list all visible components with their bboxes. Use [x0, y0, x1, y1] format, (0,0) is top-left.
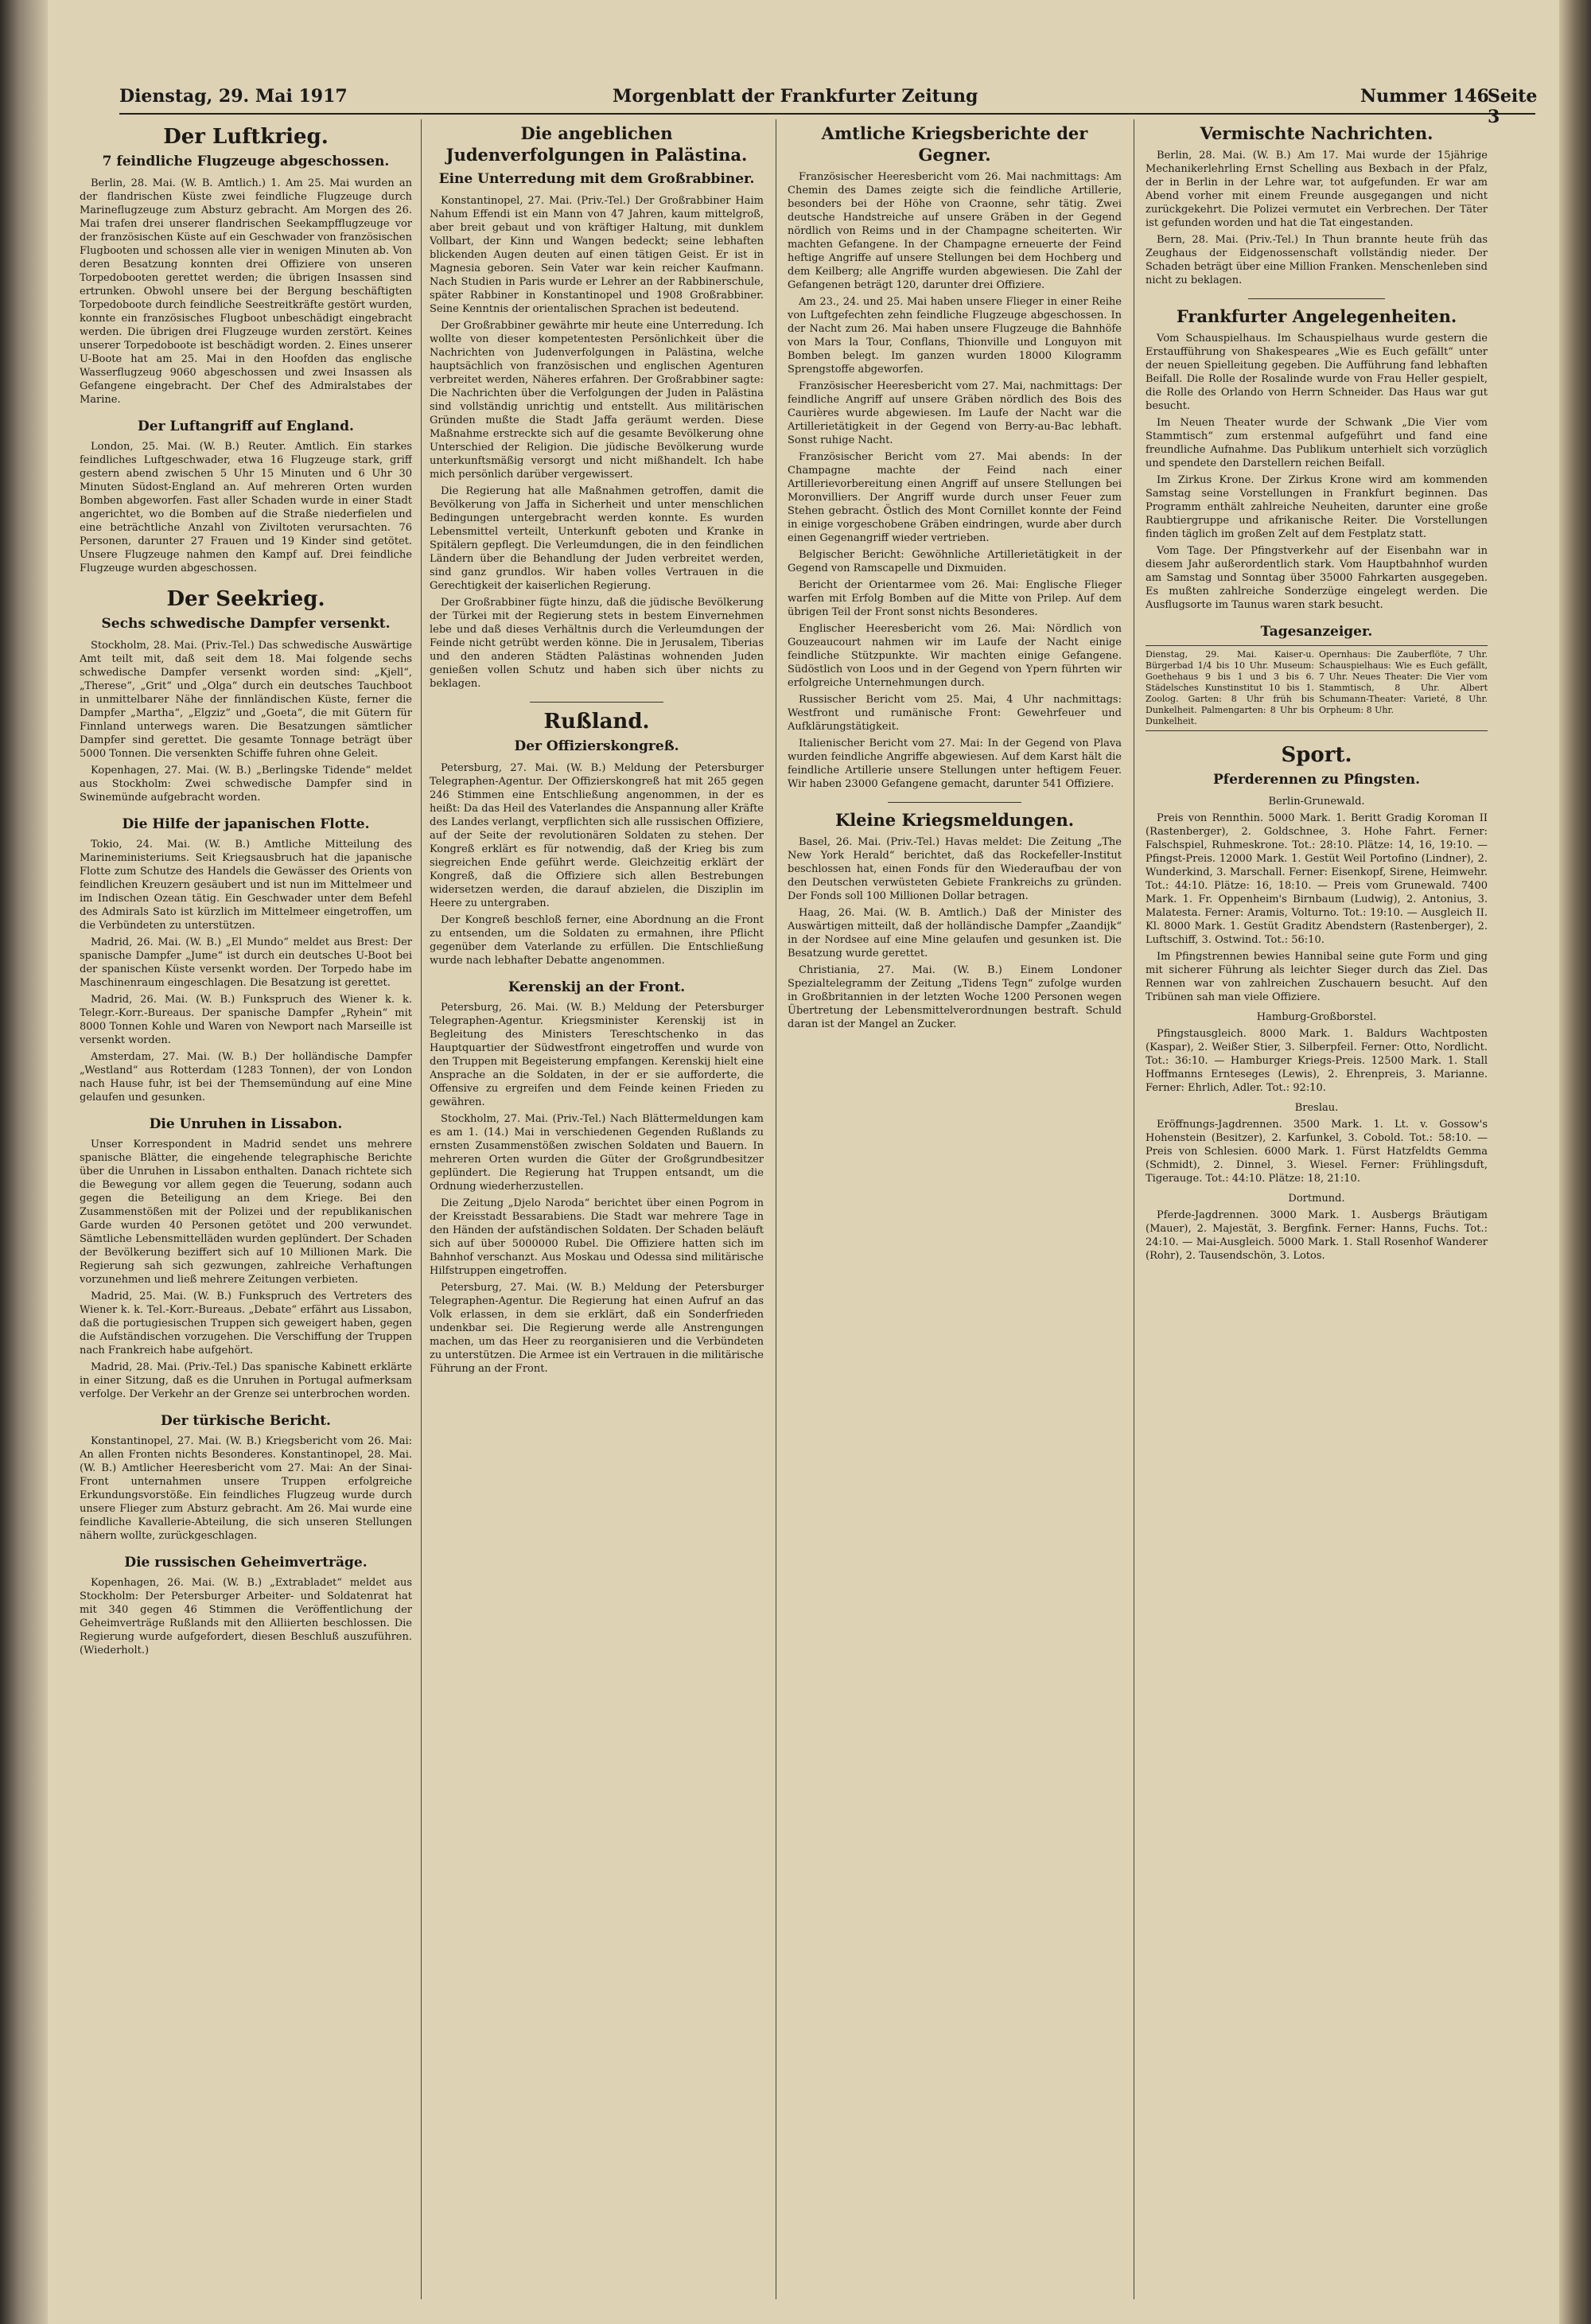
- article-text: Berlin, 28. Mai. (W. B. Amtlich.) 1. Am 25. Mai wurden an der flandrischen Küste zwei feindliche Flugzeuge durch Marineflugzeuge zum Absturz gebracht. Am Morgen des 26. Mai trafen drei unserer flandrischen Seekampfflugzeuge vor der französischen Küste auf ein Geschwader von französischen Flugbooten und schossen alle vier in wenigen Minuten ab. Von deren Besatzung konnten drei Offiziere von unseren Torpedobooten gerettet werden; die übrigen Insassen sind ertrunken. Obwohl unsere bei der Bergung beschäftigten Torpedoboote durch feindliche Seestreitkräfte gestört wurden, konnte ein französisches Flugboot unbeschädigt eingebracht werden. Die übrigen drei Flugzeuge wurden zerstört. Keines unserer Torpedoboote ist beschädigt worden. 2. Eines unserer U-Boote hat am 25. Mai in den Hoofden das englische Wasserflugzeug 9060 abgeschossen und zwei Insassen als Gefangene eingebracht. Der Chef des Admiralstabes der Marine.: [80, 177, 412, 406]
- article-text: Basel, 26. Mai. (Priv.-Tel.) Havas meldet: Die Zeitung „The New York Herald“ berichtet, daß das Rockefeller-Institut beschlossen hat, einen Fonds für den Wiederaufbau der von den Deutschen verwüsteten Gebiete Frankreichs zu gründen. Der Fonds soll 100 Millionen Dollar betragen.: [788, 836, 1122, 902]
- divider: [530, 702, 663, 703]
- article-text: Bericht der Orientarmee vom 26. Mai: Englische Flieger warfen mit Erfolg Bomben auf die Mitte von Prilep. Auf dem übrigen Teil der Front sonst nichts Besonderes.: [788, 579, 1122, 618]
- article-geheimvertraege: [80, 1554, 412, 1657]
- article-headline: Der Seekrieg.: [166, 587, 325, 611]
- article-vermischte-nachrichten: [1146, 123, 1488, 287]
- article-text: Stockholm, 28. Mai. (Priv.-Tel.) Das schwedische Auswärtige Amt teilt mit, daß seit dem 18. Mai folgende sechs schwedische Dampfer versenkt worden sind: „Kjell“, „Therese“, „Grit“ und „Olga“ durch ein deutsches Tauchboot in unmittelbarer Nähe der finnländischen Küste, ferner die Dampfer „Martha“, „Elgziz“ und „Goeta“, die mit Gütern für Finnland unterwegs waren. Die Besatzungen sämtlicher Dampfer sind gerettet. Die gesamte Tonnage beträgt über 5000 Tonnen. Die versenkten Schiffe fuhren ohne Geleit.: [80, 640, 412, 760]
- article-place: Berlin-Grunewald.: [1268, 796, 1365, 808]
- tagesanzeiger-left: Dienstag, 29. Mai. Kaiser-u. Bürgerbad 1/4 bis 10 Uhr. Museum: Goethehaus 9 bis 1 und 3 bis 6. Städelsches Kunstinstitut 10 bis 1. Zoolog. Garten: 8 Uhr früh bis Dunkelheit. Palmengarten: 8 Uhr bis Dunkelheit.: [1146, 649, 1314, 726]
- article-text: Konstantinopel, 27. Mai. (W. B.) Kriegsbericht vom 26. Mai: An allen Fronten nichts Besonderes. Konstantinopel, 28. Mai. (W. B.) Amtlicher Heeresbericht vom 27. Mai: An der Sinai-Front unternahmen unsere Truppen erfolgreiche Erkundungsvorstöße. Ein feindliches Flugzeug wurde durch unsere Flieger zum Absturz gebracht. Am 26. Mai wurde eine feindliche Kavallerie-Abteilung, die sich unseren Stellungen nähern wollte, zurückgeschlagen.: [80, 1435, 412, 1542]
- header-masthead: Morgenblatt der Frankfurter Zeitung: [613, 86, 978, 107]
- article-headline: Der Luftangriff auf England.: [138, 418, 354, 434]
- article-kleine-kriegsmeldungen: [788, 809, 1122, 1031]
- article-headline: Tagesanzeiger.: [1260, 624, 1373, 640]
- article-text: Englischer Heeresbericht vom 26. Mai: Nördlich von Gouzeaucourt nahmen wir im Laufe der Nacht einige feindliche Stützpunkte. Wir machten einige Gefangene. Südöstlich von Loos und in der Gegend von Ypern führten wir erfolgreiche Unternehmungen durch.: [788, 623, 1122, 689]
- page-header: [119, 86, 1538, 127]
- article-text: London, 25. Mai. (W. B.) Reuter. Amtlich. Ein starkes feindliches Luftgeschwader, etwa 16 Flugzeuge stark, griff gestern abend zwischen 5 Uhr 15 Minuten und 6 Uhr 30 Minuten Südost-England an. Auf mehreren Orten wurden Bomben abgeworfen. Fast aller Schaden wurde in einer Stadt angerichtet, wo die Bomben auf die Straße niederfielen und eine beträchtliche Anzahl von Ziviltoten verursachten. 76 Personen, darunter 27 Frauen und 19 Kinder sind getötet. Unsere Flugzeuge nahmen den Kampf auf. Drei feindliche Flugzeuge wurden abgeschossen.: [80, 441, 412, 574]
- article-text: Französischer Heeresbericht vom 26. Mai nachmittags: Am Chemin des Dames zeigte sich die feindliche Artillerie, besonders bei der Höhe von Craonne, sehr tätig. Zwei deutsche Handstreiche auf unsere Gräben in der Gegend nördlich von Reims und in der Champagne scheiterten. Wir machten Gefangene. In der Champagne erneuerte der Feind heftige Angriffe auf unsere Stellungen bei dem Hochberg und dem Keilberg; alle Angriffe wurden abgewiesen. Die Zahl der Gefangenen beträgt 120, darunter drei Offiziere.: [788, 171, 1122, 291]
- article-text: Pferde-Jagdrennen. 3000 Mark. 1. Ausbergs Bräutigam (Mauer), 2. Majestät, 3. Bergfink. Ferner: Hanns, Fuchs. Tot.: 24:10. — Mai-Ausgleich. 5000 Mark. 1. Stall Rosenhof Wanderer (Rohr), 2. Tausendschön, 3. Lotos.: [1146, 1209, 1488, 1262]
- column-3: [788, 119, 1122, 2299]
- article-subheadline: Der Offizierskongreß.: [514, 738, 679, 754]
- divider: [888, 802, 1021, 803]
- article-text: Belgischer Bericht: Gewöhnliche Artillerietätigkeit in der Gegend von Ramscapelle und Dixmuiden.: [788, 549, 1122, 574]
- article-text: Russischer Bericht vom 25. Mai, 4 Uhr nachmittags: Westfront und rumänische Front: Gewehrfeuer und Aufklärungstätigkeit.: [788, 694, 1122, 733]
- divider: [1248, 298, 1385, 299]
- header-page: Seite 3: [1488, 86, 1538, 127]
- article-subheadline: Pferderennen zu Pfingsten.: [1213, 772, 1420, 788]
- article-text: Preis von Rennthin. 5000 Mark. 1. Beritt Gradig Koroman II (Rastenberger), 2. Goldschnee, 3. Hohe Fahrt. Ferner: Falschspiel, Ruhmeskrone. Tot.: 28:10. Plätze: 14, 16, 19:10. — Pfingst-Preis. 12000 Mark. 1. Gestüt Weil Portofino (Lindner), 2. Wunderkind, 3. Marschall. Ferner: Eisenkopf, Sirene, Heimwehr. Tot.: 44:10. Plätze: 16, 18:10. — Preis vom Grunewald. 7400 Mark. 1. Fr. Oppenheim's Birnbaum (Ludwig), 2. Antonius, 3. Malatesta. Ferner: Aramis, Volturno. Tot.: 19:10. — Ausgleich II. Kl. 8000 Mark. 1. Gestüt Graditz Abendstern (Rastenberger), 2. Luftschiff, 3. Ostwind. Tot.: 56:10.: [1146, 812, 1488, 946]
- article-tuerkischer-bericht: [80, 1412, 412, 1543]
- article-place: Hamburg-Großborstel.: [1256, 1011, 1377, 1023]
- article-sport: [1146, 742, 1488, 1263]
- article-text: Madrid, 26. Mai. (W. B.) Funkspruch des Wiener k. k. Telegr.-Korr.-Bureaus. Der spanische Dampfer „Ryhein“ mit 8000 Tonnen Kohle und Waren von Newport nach Marseille ist versenkt worden.: [80, 994, 412, 1046]
- article-headline: Sport.: [1281, 743, 1352, 767]
- article-text: Tokio, 24. Mai. (W. B.) Amtliche Mitteilung des Marineministeriums. Seit Kriegsausbruch hat die japanische Flotte zum Schutze des Handels die Gewässer des Orients von feindlichen Kreuzern gesäubert und ist nun im Mittelmeer und im Indischen Ozean tätig. Ein Geschwader unter dem Befehl des Admirals Sato ist kürzlich im Mittelmeer eingetroffen, um die Verbündeten zu unterstützen.: [80, 839, 412, 932]
- article-text: Französischer Bericht vom 27. Mai abends: In der Champagne machte der Feind nach einer Artillerievorbereitung einen Angriff auf unsere Stellungen bei Moronvilliers. Der Angriff wurde durch unser Feuer zum Stehen gebracht. Östlich des Mont Cornillet konnte der Feind in einige vorgeschobene Gräben eindringen, wurde aber durch einen Gegenangriff wieder vertrieben.: [788, 451, 1122, 544]
- article-text: Kopenhagen, 26. Mai. (W. B.) „Extrabladet“ meldet aus Stockholm: Der Petersburger Arbeiter- und Soldatenrat hat mit 340 gegen 46 Stimmen die Veröffentlichung der Geheimverträge Rußlands mit den Alliierten beschlossen. Die Regierung wurde aufgefordert, diesen Beschluß auszuführen. (Wiederholt.): [80, 1577, 412, 1656]
- article-headline: Rußland.: [543, 710, 650, 734]
- article-place: Dortmund.: [1288, 1193, 1345, 1205]
- column-4: [1146, 119, 1488, 2299]
- article-headline: Die russischen Geheimverträge.: [124, 1555, 368, 1571]
- article-text: Im Zirkus Krone. Der Zirkus Krone wird am kommenden Samstag seine Vorstellungen in Frankfurt beginnen. Das Programm enthält zahlreiche Neuheiten, darunter eine große Raubtiergruppe und afrikanische Reiter. Die Vorstellungen finden täglich im großen Zelt auf dem Festplatz statt.: [1146, 474, 1488, 540]
- article-text: Am 23., 24. und 25. Mai haben unsere Flieger in einer Reihe von Luftgefechten zehn feindliche Flugzeuge abgeschossen. In der Nacht zum 26. Mai haben unsere Flugzeuge die Bahnhöfe von Mars la Tour, Conflans, Thionville und Longuyon mit Bomben belegt. Im ganzen wurden 18000 Kilogramm Sprengstoffe abgeworfen.: [788, 296, 1122, 376]
- article-luftkrieg: [80, 124, 412, 407]
- article-headline: Kleine Kriegsmeldungen.: [834, 810, 1075, 830]
- article-subheadline: Sechs schwedische Dampfer versenkt.: [101, 616, 391, 632]
- article-text: Berlin, 28. Mai. (W. B.) Am 17. Mai wurde der 15jährige Mechanikerlehrling Ernst Schelling aus Bexbach in der Pfalz, der in Berlin in der Lehre war, tot aufgefunden. Er war am Abend vorher mit einem Freunde ausgegangen und nicht zurückgekehrt. Die Polizei vermutet ein Verbrechen. Der Täter ist gefunden worden und hat die Tat eingestanden.: [1146, 150, 1488, 229]
- article-text: Christiania, 27. Mai. (W. B.) Einem Londoner Spezialtelegramm der Zeitung „Tidens Tegn“ zufolge wurden in Großbritannien in der letzten Woche 1200 Personen wegen Übertretung der Lebensmittelverordnungen bestraft. Schuld daran ist der Mangel an Zucker.: [788, 964, 1122, 1030]
- article-subheadline: Eine Unterredung mit dem Großrabbiner.: [438, 171, 755, 187]
- article-kerenskij: [430, 979, 764, 1376]
- article-text: Im Pfingstrennen bewies Hannibal seine gute Form und ging mit sicherer Führung als leichter Sieger durch das Ziel. Das Rennen war von zahlreichen Zuschauern besucht. Auf den Tribünen sah man viele Offiziere.: [1146, 951, 1488, 1003]
- article-text: Pfingstausgleich. 8000 Mark. 1. Baldurs Wachtposten (Kaspar), 2. Weißer Stier, 3. Silberpfeil. Ferner: Otto, Nordlicht. Tot.: 36:10. — Hamburger Kriegs-Preis. 12500 Mark. 1. Stall Hoffmanns Ernteseges (Lewis), 2. Ehrenpreis, 3. Marianne. Ferner: Ehrlich, Adler. Tot.: 92:10.: [1146, 1028, 1488, 1094]
- article-luftangriff: [80, 418, 412, 575]
- article-headline: Frankfurter Angelegenheiten.: [1176, 306, 1457, 326]
- article-text: Petersburg, 27. Mai. (W. B.) Meldung der Petersburger Telegraphen-Agentur. Der Offizierskongreß hat mit 265 gegen 246 Stimmen eine Entschließung angenommen, in der es heißt: Da das Heil des Vaterlandes die Anspannung aller Kräfte des Landes verlangt, verpflichten sich alle russischen Offiziere, auf der Seite der revolutionären Soldaten zu stehen. Der Kongreß erklärt es für notwendig, daß der Krieg bis zum siegreichen Ende geführt werde. Gleichzeitig erklärt der Kongreß, daß die Offiziere sich allen Bestrebungen widersetzen werden, die darauf abzielen, die Disziplin im Heere zu untergraben.: [430, 762, 764, 909]
- article-kriegsberichte-gegner: [788, 123, 1122, 791]
- article-headline: Die Hilfe der japanischen Flotte.: [122, 816, 370, 832]
- page-edge: [1559, 0, 1591, 2324]
- article-text: Konstantinopel, 27. Mai. (Priv.-Tel.) Der Großrabbiner Haim Nahum Effendi ist ein Mann von 47 Jahren, kaum mittelgroß, aber breit gebaut und von kräftiger Haltung, mit dunklem Vollbart, der Kinn und Wangen bedeckt; seine lebhaften blickenden Augen deuten auf einen tätigen Geist. Er ist in Magnesia geboren. Sein Vater war kein reicher Kaufmann. Nach Studien in Paris wurde er Lehrer an der Rabbinerschule, später Rabbiner in Konstantinopel und 1908 Großrabbiner. Seine Kenntnis der orientalischen Sprachen ist bedeutend.: [430, 195, 764, 315]
- article-text: Italienischer Bericht vom 27. Mai: In der Gegend von Plava wurden feindliche Angriffe abgewiesen. Auf dem Karst hält die feindliche Artillerie unsere Stellungen unter heftigem Feuer. Wir haben 23000 Gefangene gemacht, darunter 541 Offiziere.: [788, 738, 1122, 790]
- article-text: Stockholm, 27. Mai. (Priv.-Tel.) Nach Blättermeldungen kam es am 1. (14.) Mai in verschiedenen Gegenden Rußlands zu ernsten Zusammenstößen zwischen Soldaten und Bauern. In mehreren Orten wurden die Güter der Großgrundbesitzer geplündert. Die Regierung hat Truppen entsandt, um die Ordnung wiederherzustellen.: [430, 1113, 764, 1193]
- article-text: Die Zeitung „Djelo Naroda“ berichtet über einen Pogrom in der Kreisstadt Bessarabiens. Die Stadt war mehrere Tage in den Händen der aufständischen Soldaten. Der Schaden beläuft sich auf über 5000000 Rubel. Die Offiziere hatten sich im Bahnhof verschanzt. Aus Moskau und Odessa sind militärische Hilfstruppen eingetroffen.: [430, 1197, 764, 1277]
- book-spine: [0, 0, 48, 2324]
- article-lissabon: [80, 1115, 412, 1401]
- tagesanzeiger-right: Opernhaus: Die Zauberflöte, 7 Uhr. Schauspielhaus: Wie es Euch gefällt, 7 Uhr. Neues Theater: Die Vier vom Stammtisch, 8 Uhr. Albert Schumann-Theater: Varieté, 8 Uhr. Orpheum: 8 Uhr.: [1319, 649, 1488, 715]
- article-text: Madrid, 26. Mai. (W. B.) „El Mundo“ meldet aus Brest: Der spanische Dampfer „Jume“ ist durch ein deutsches U-Boot bei der spanischen Küste versenkt worden. Der Torpedo habe im Maschinenraum eingeschlagen. Die Besatzung ist gerettet.: [80, 936, 412, 989]
- article-text: Vom Schauspielhaus. Im Schauspielhaus wurde gestern die Erstaufführung von Shakespeares „Wie es Euch gefällt“ unter der neuen Spielleitung gegeben. Die Aufführung fand lebhaften Beifall. Die Rolle der Rosalinde wurde von Frau Heller gespielt, die Rolle des Orlando von Herrn Schneider. Das Haus war gut besucht.: [1146, 333, 1488, 412]
- article-headline: Kerenskij an der Front.: [508, 979, 686, 995]
- article-text: Haag, 26. Mai. (W. B. Amtlich.) Daß der Minister des Auswärtigen mitteilt, daß der holländische Dampfer „Zaandijk“ in der Nordsee auf eine Mine gelaufen und gesunken ist. Die Besatzung wurde gerettet.: [788, 907, 1122, 960]
- article-seekrieg: [80, 586, 412, 804]
- article-text: Französischer Heeresbericht vom 27. Mai, nachmittags: Der feindliche Angriff auf unsere Gräben nördlich des Bois des Caurières wurde abgewiesen. Im Laufe der Nacht war die Artillerietätigkeit in der Gegend von Berry-au-Bac lebhaft. Sonst ruhige Nacht.: [788, 380, 1122, 446]
- article-headline: Vermischte Nachrichten.: [1200, 123, 1433, 143]
- article-judenverfolgungen: [430, 123, 764, 691]
- article-headline: Die angeblichen Judenverfolgungen in Palästina.: [445, 123, 748, 165]
- article-text: Eröffnungs-Jagdrennen. 3500 Mark. 1. Lt. v. Gossow's Hohenstein (Besitzer), 2. Karfunkel, 3. Cobold. Tot.: 58:10. — Preis von Schlesien. 6000 Mark. 1. Fürst Hatzfeldts Gemma (Schmidt), 2. Dinnel, 3. Wiesel. Ferner: Frühlingsduft, Tigerauge. Tot.: 44:10. Plätze: 18, 21:10.: [1146, 1119, 1488, 1185]
- header-number: Nummer 146: [1360, 86, 1489, 107]
- tagesanzeiger-table: [1146, 645, 1488, 731]
- article-text: Madrid, 25. Mai. (W. B.) Funkspruch des Vertreters des Wiener k. k. Tel.-Korr.-Bureaus. „Debate“ erfährt aus Lissabon, daß die portugiesischen Truppen sich geweigert haben, gegen die Aufständischen vorzugehen. Die Verschiffung der Truppen nach Frankreich habe aufgehört.: [80, 1290, 412, 1357]
- article-headline: Amtliche Kriegsberichte der Gegner.: [821, 123, 1088, 165]
- article-text: Im Neuen Theater wurde der Schwank „Die Vier vom Stammtisch“ zum erstenmal aufgeführt und fand eine freundliche Aufnahme. Das Publikum unterhielt sich vorzüglich und spendete den Darstellern reichen Beifall.: [1146, 417, 1488, 469]
- article-headline: Die Unruhen in Lissabon.: [149, 1116, 343, 1132]
- article-text: Madrid, 28. Mai. (Priv.-Tel.) Das spanische Kabinett erklärte in einer Sitzung, daß es die Unruhen in Portugal aufmerksam verfolge. Der Verkehr an der Grenze sei unterbrochen worden.: [80, 1361, 412, 1400]
- article-text: Bern, 28. Mai. (Priv.-Tel.) In Thun brannte heute früh das Zeughaus der Eidgenossenschaft vollständig nieder. Der Schaden beträgt über eine Million Franken. Menschenleben sind nicht zu beklagen.: [1146, 234, 1488, 286]
- article-text: Unser Korrespondent in Madrid sendet uns mehrere spanische Blätter, die eingehende telegraphische Berichte über die Unruhen in Lissabon enthalten. Danach richtete sich die Bewegung vor allem gegen die Teuerung, sodann auch gegen die Beteiligung an dem Kriege. Bei den Zusammenstößen mit der Polizei und der republikanischen Garde wurden 40 Personen getötet und 200 verwundet. Sämtliche Lebensmittelläden wurden geplündert. Der Schaden der Bevölkerung beziffert sich auf 10 Millionen Mark. Die Regierung sah sich gezwungen, zahlreiche Verhaftungen vorzunehmen und ließ mehrere Zeitungen verbieten.: [80, 1139, 412, 1286]
- article-text: Der Kongreß beschloß ferner, eine Abordnung an die Front zu entsenden, um die Soldaten zu ermahnen, ihre Pflicht gegenüber dem Vaterlande zu erfüllen. Die Entschließung wurde nach lebhafter Debatte angenommen.: [430, 914, 764, 967]
- article-subheadline: 7 feindliche Flugzeuge abgeschossen.: [102, 154, 390, 169]
- article-russland: [430, 709, 764, 967]
- article-frankfurter-angelegenheiten: [1146, 306, 1488, 612]
- column-2: [430, 119, 764, 2299]
- article-text: Petersburg, 27. Mai. (W. B.) Meldung der Petersburger Telegraphen-Agentur. Die Regierung hat einen Aufruf an das Volk erlassen, in dem sie erklärt, daß ein Sonderfrieden undenkbar sei. Die Regierung werde alle Anstrengungen machen, um das Heer zu reorganisieren und die Verbündeten zu unterstützen. Die Armee ist ein Vertrauen in die militärische Führung an der Front.: [430, 1282, 764, 1375]
- article-japanische-flotte: [80, 816, 412, 1104]
- article-text: Amsterdam, 27. Mai. (W. B.) Der holländische Dampfer „Westland“ aus Rotterdam (1283 Tonnen), der von London nach Hause fuhr, ist bei der Themsemündung auf eine Mine gelaufen und gesunken.: [80, 1051, 412, 1104]
- article-tagesanzeiger: [1146, 623, 1488, 731]
- article-text: Vom Tage. Der Pfingstverkehr auf der Eisenbahn war in diesem Jahr außerordentlich stark. Vom Hauptbahnhof wurden am Samstag und Sonntag über 35000 Fahrkarten ausgegeben. Es mußten zahlreiche Sonderzüge eingelegt werden. Die Ausflugsorte im Taunus waren stark besucht.: [1146, 545, 1488, 611]
- column-rule: [421, 119, 422, 2299]
- article-text: Der Großrabbiner gewährte mir heute eine Unterredung. Ich wollte von dieser kompetentesten Persönlichkeit über die Nachrichten von Judenverfolgungen in Palästina, welche hauptsächlich von französischen und englischen Agenturen verbreitet werden, Näheres erfahren. Der Großrabbiner sagte: Die Nachrichten über die Verfolgungen der Juden in Palästina sind vollständig unrichtig und entstellt. Aus militärischen Gründen mußte die Stadt Jaffa geräumt werden. Diese Maßnahme erstreckte sich auf die gesamte Bevölkerung ohne Unterschied der Religion. Die jüdische Bevölkerung wurde unterkunftsmäßig versorgt und nicht mißhandelt. Ich habe mich persönlich darüber vergewissert.: [430, 320, 764, 481]
- column-1: [80, 119, 412, 2299]
- article-text: Kopenhagen, 27. Mai. (W. B.) „Berlingske Tidende“ meldet aus Stockholm: Zwei schwedische Dampfer sind in Swinemünde aufgebracht worden.: [80, 765, 412, 804]
- article-text: Petersburg, 26. Mai. (W. B.) Meldung der Petersburger Telegraphen-Agentur. Kriegsminister Kerenskij ist in Begleitung des Ministers Tereschtschenko in das Hauptquartier der Südwestfront eingetroffen und wurde von den Truppen mit Begeisterung empfangen. Kerenskij hielt eine Ansprache an die Soldaten, in der er sie aufforderte, die Offensive zu ergreifen und dem Feinde keinen Frieden zu gewähren.: [430, 1002, 764, 1108]
- article-text: Die Regierung hat alle Maßnahmen getroffen, damit die Bevölkerung von Jaffa in Sicherheit und unter menschlichen Bedingungen untergebracht werden konnte. Es wurden Lebensmittel verteilt, Unterkunft geboten und Kranke in Spitälern gepflegt. Die Verleumdungen, die in den feindlichen Ländern über die Behandlung der Juden verbreitet werden, sind ganz grundlos. Wir haben volles Vertrauen in die Gerechtigkeit der kaiserlichen Regierung.: [430, 485, 764, 592]
- article-text: Der Großrabbiner fügte hinzu, daß die jüdische Bevölkerung der Türkei mit der Regierung stets in bestem Einvernehmen lebe und daß dieses Verhältnis durch die Verleumdungen der Feinde nicht getrübt werden könne. Die in Jerusalem, Tiberias und den anderen Städten Palästinas wohnenden Juden genießen vollen Schutz und haben sich über nichts zu beklagen.: [430, 597, 764, 690]
- article-place: Breslau.: [1294, 1102, 1339, 1114]
- article-headline: Der Luftkrieg.: [163, 125, 329, 149]
- article-headline: Der türkische Bericht.: [161, 1413, 331, 1429]
- header-date: Dienstag, 29. Mai 1917: [119, 86, 348, 107]
